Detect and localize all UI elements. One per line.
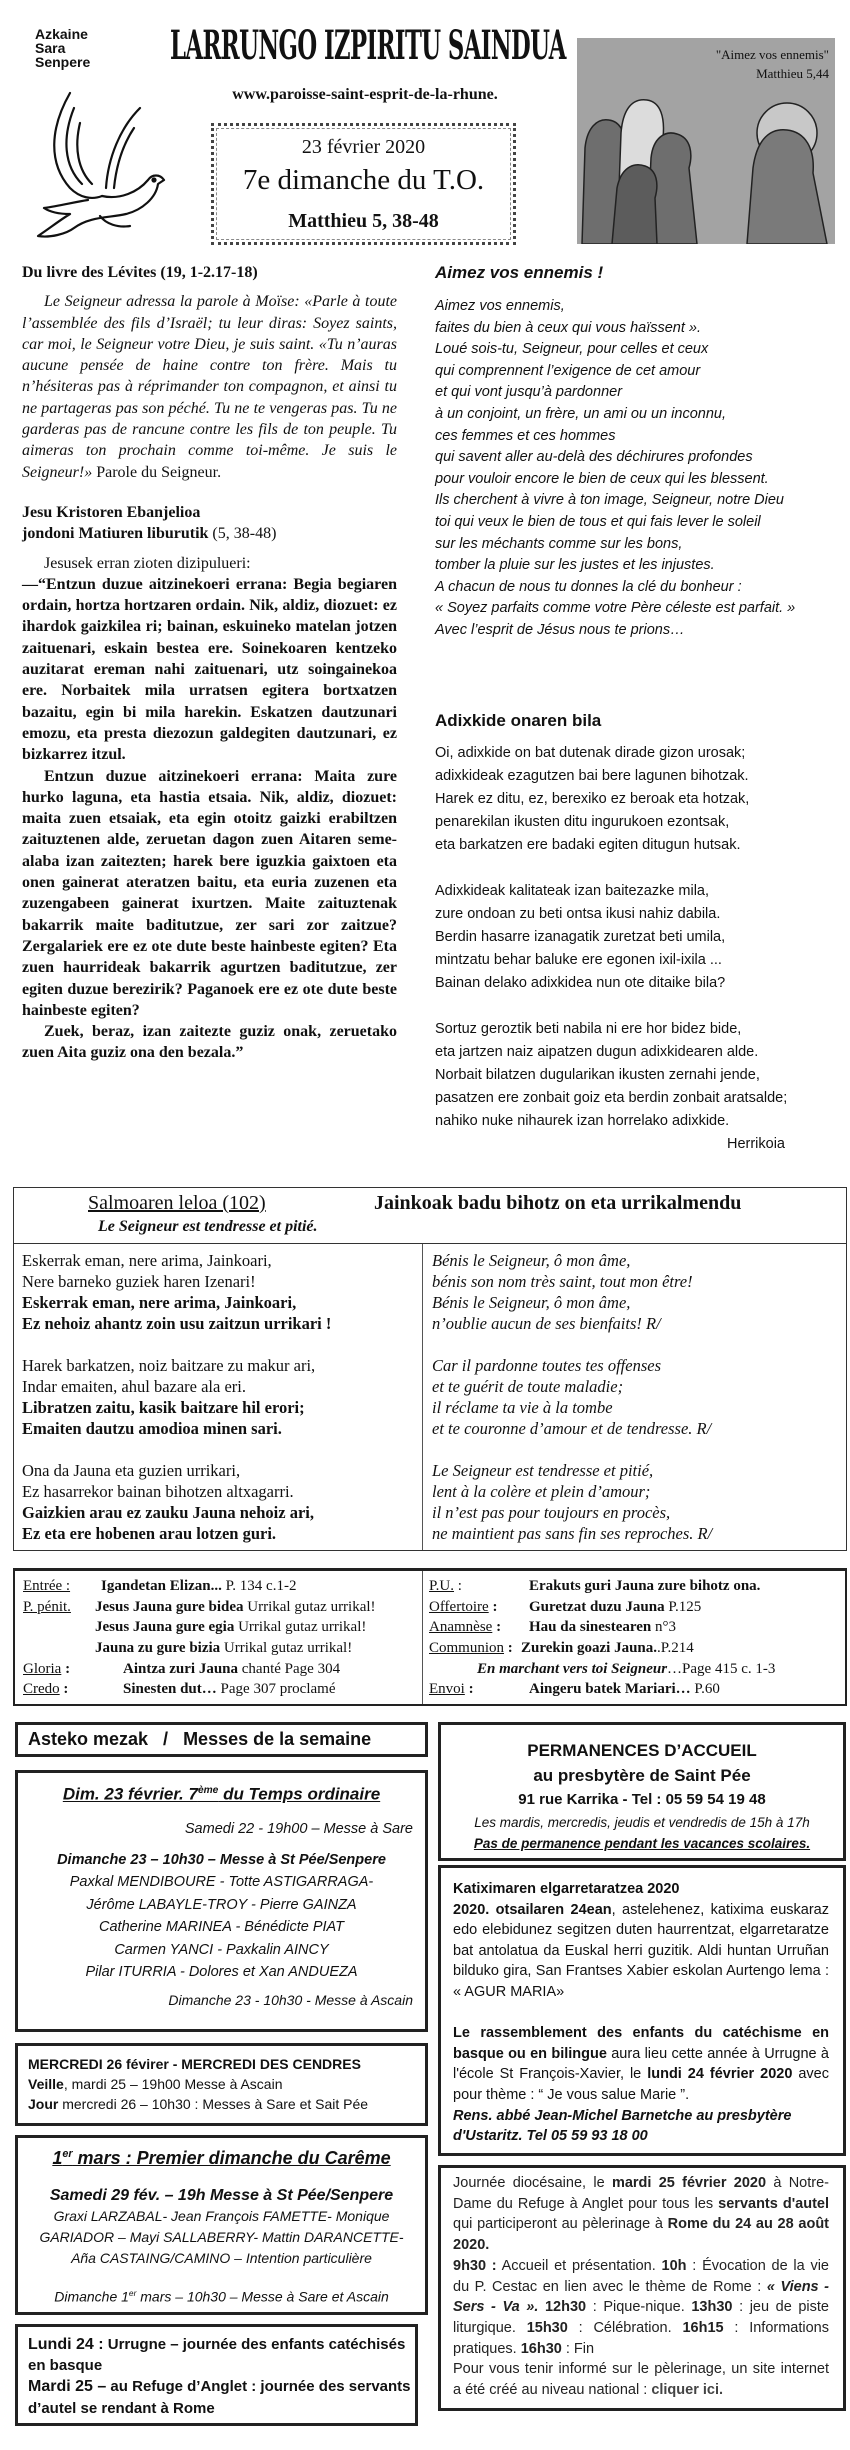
song-label-wrap <box>23 1576 70 1597</box>
song-title <box>529 1679 720 1700</box>
gospel-paragraph: Entzun duzue aitzinekoeri errana: Maita zure hurko laguna, eta hastia etsaia. Nik, aldiz, diozuet: maita zuen etsaiak, eta egin otoitz gaizki erabiltzen zaituztenen alde, zeruetan dagon zuen Aitaren seme-alaba izan zaitezten; harek bere iguzkia gaixtoen eta onen gainerat ateratzen baitu, eta euria zuzenen eta zuzengabeen gainerat ixurtzen. Maite zaituztenak bakarrik maite baditutzue, zer sari zor zaitzue? Zergalariek ere ez ote dute beste hainbeste egiten? Eta zuen haurrideak bakarrik agurtzen baditutzue, zer egiten duzue berezirik? Paganoek ere ez ote dute beste hainbeste egiten? <box>22 767 397 1019</box>
text-line: zure ondoan zu beti ontsa ikusi nahiz dabila. <box>435 906 721 922</box>
text-line: GARIADOR – Mayi SALLABERRY- Mattin DARANCETTE- <box>39 2229 404 2245</box>
text-line: Jérôme LABAYLE-TROY - Pierre GAINZA <box>86 1896 357 1913</box>
text-line: pour vouloir encore le bien de ceux qui les blessent. <box>435 470 769 487</box>
text-line: pasatzen ere zonbait goiz eta berdin zonbait aratsalde; <box>435 1090 788 1106</box>
psalm-table <box>13 1187 847 1551</box>
mass-intentions <box>18 1871 425 1984</box>
song-label-wrap <box>429 1638 513 1659</box>
song-title <box>529 1617 676 1638</box>
saturday-mass: Samedi 29 fév. – 19h Messe à St Pée/Senpere <box>49 2187 394 2204</box>
text-segment: , astelehenez, katixima euskaraz edo elebidunez segitzen duten haurrentzat, elgarretaratze bat antolatua da Euskal herri guzitik. Aldi huntan Urruñan bilduko gira, San Frantses Xabier eskolan Aurtengo lema : « AGUR MARIA» <box>453 1901 829 2000</box>
text-line: Pilar ITURRIA - Dolores et Xan ANDUEZA <box>85 1964 358 1981</box>
bulletin-date: 23 février 2020 <box>301 136 426 158</box>
song-row <box>23 1638 418 1659</box>
text-segment: : Informations pratiques. <box>453 2319 830 2357</box>
box-title <box>18 1780 425 1806</box>
text-line: Le Seigneur est tendresse et pitié, <box>432 1461 654 1480</box>
catechism-box <box>438 1865 846 2156</box>
catechism-basque <box>453 1900 829 2003</box>
text-segment: Indar emaiten, ahul bazare ala eri. <box>22 1377 246 1396</box>
text-line <box>22 1376 331 1397</box>
permanences-address: 91 rue Karrika - Tel : 05 59 54 19 48 <box>518 1791 766 1808</box>
text-segment: Gaizkien arau ez zauku Jauna nehoiz ari, <box>22 1503 314 1522</box>
text-line <box>22 1397 331 1418</box>
text-segment: 15h30 <box>526 2319 568 2336</box>
text-line <box>22 1313 331 1334</box>
day-mass <box>28 2095 425 2115</box>
box-title <box>18 2143 425 2169</box>
text-segment: ème <box>197 1785 219 1796</box>
label-colon: : <box>504 1640 513 1657</box>
text-line: Bénis le Seigneur, ô mon âme, <box>432 1251 631 1270</box>
psalm-stanza <box>432 1460 712 1544</box>
journee-intro <box>453 2173 829 2256</box>
label-colon: : <box>59 1681 69 1698</box>
song-row <box>23 1576 418 1597</box>
song-label: Offertoire <box>429 1598 489 1615</box>
song-title <box>529 1597 701 1618</box>
song-label: Communion <box>429 1640 505 1657</box>
text-segment: mardi 25 février 2020 <box>611 2175 767 2191</box>
text-line: qui savent aller au-delà des déchirures profondes <box>435 449 753 466</box>
song-label-wrap <box>429 1679 474 1700</box>
text-segment: Veille <box>28 2075 64 2092</box>
text-segment: (5, 38-48) <box>208 525 277 543</box>
text-line: Norbait bilatzen dugularikan ikusten zernahi jende, <box>435 1067 760 1083</box>
text-segment: er <box>62 2148 73 2160</box>
text-line: ne maintient pas sans fin ses reproches. R/ <box>432 1524 713 1543</box>
text-segment: er <box>128 2288 137 2298</box>
parish-towns <box>35 27 90 69</box>
song-row <box>429 1576 839 1597</box>
journee-info <box>453 2359 829 2400</box>
journee-schedule <box>453 2256 829 2360</box>
poem-title: Adixkide onaren bila <box>435 711 602 730</box>
song-row <box>429 1597 839 1618</box>
text-line: il réclame ta vie à la tombe <box>432 1398 613 1417</box>
gospel-paragraph: —“Entzun duzue aitzinekoeri errana: Begia begiaren ordain, hortza hortzaren ordain. Nik, aldiz, diozuet: ez ihardok gaizkilea ri; bainan, eskuineko matelan jotzen zaituenari, eskain bestea ere. Soinekoaren kentzeko auzitarat ereman nahi zaituenari, utz soingainekoa ere. Norbaitek mila urratsen egitera bortxatzen bazaitu, egin bi mila harekin. Eskatzen dautzunari emozu, eta presta diezozun galdegiten dautzunari, ez bizkarrez itzul. <box>22 575 397 764</box>
gospel-paragraph: Zuek, beraz, izan zaitezte guziz onak, zeruetako zuen Aita guziz ona den bezala.” <box>22 1023 397 1062</box>
psalm-basque-column <box>22 1250 331 1565</box>
song-title <box>95 1617 366 1638</box>
text-line: lent à la colère et plein d’amour; <box>432 1482 651 1501</box>
text-segment: Journée diocésaine, le <box>453 2175 612 2191</box>
text-line <box>22 1523 331 1544</box>
text-segment: qui participeront au pèlerinage à <box>453 2216 668 2233</box>
song-row <box>23 1679 418 1700</box>
illustration-caption: "Aimez vos ennemis" <box>715 47 829 62</box>
town-name: Sara <box>35 40 66 56</box>
text-segment: lundi 24 février 2020 <box>647 2066 793 2083</box>
text-segment: , mardi 25 – 19h00 Messe à Ascain <box>63 2075 283 2092</box>
text-segment: : Fin <box>561 2340 595 2357</box>
text-segment: …Page 415 c. 1-3 <box>667 1660 776 1677</box>
sunday-23-box <box>15 1770 428 2032</box>
text-segment: Guretzat duzu Jauna <box>529 1598 665 1615</box>
text-line: eta jartzen naiz aipatzen dugun adixkidearen alde. <box>435 1044 759 1060</box>
song-title <box>521 1638 694 1659</box>
song-row <box>429 1638 839 1659</box>
text-segment: Harek barkatzen, noiz baitzare zu makur ari, <box>22 1356 316 1375</box>
text-segment: jondoni Matiuren liburutik <box>22 525 209 543</box>
text-segment: Rome du 24 au 28 août 2020. <box>453 2216 829 2254</box>
text-line: qui comprennent l’exigence de cet amour <box>435 362 701 379</box>
text-segment: Urrikal gutaz urrikal! <box>220 1640 353 1657</box>
text-segment: Mardi 25 – <box>28 2378 107 2396</box>
saturday-mass: Samedi 22 - 19h00 – Messe à Sare <box>184 1820 413 1837</box>
column-divider <box>422 1571 423 1704</box>
song-label-wrap <box>429 1617 501 1638</box>
label-colon: : <box>464 1681 474 1698</box>
text-segment: Ez hasarrekor bainan bihotzen altxagarri. <box>22 1482 294 1501</box>
text-line: Bainan delako adixkidea nun ote ditaike bila? <box>435 975 726 991</box>
psalm-french-column <box>432 1250 712 1565</box>
text-line: eta barkatzen ere badaki egiten ditugun hutsak. <box>435 837 741 853</box>
text-segment: n°3 <box>651 1619 676 1636</box>
permanences-place: au presbytère de Saint Pée <box>533 1766 751 1785</box>
gospel-intro: Jesusek erran zioten dizipulueri: <box>44 554 251 572</box>
text-line <box>22 1292 331 1313</box>
text-line <box>22 1502 331 1523</box>
text-segment: Page 307 proclamé <box>216 1681 336 1698</box>
psalm-stanza <box>22 1355 331 1439</box>
text-line: Graxi LARZABAL- Jean François FAMETTE- Monique <box>53 2208 390 2224</box>
text-segment: Aintza zuri Jauna <box>123 1660 239 1677</box>
text-segment: avec pour thème : “ Je vous salue Marie ”. <box>453 2066 829 2103</box>
text-line: Oi, adixkide on bat dutenak dirade gizon urosak; <box>435 745 746 761</box>
text-segment: Erakuts guri Jauna zure bihotz ona. <box>529 1578 761 1594</box>
text-line: bénis son nom très saint, tout mon être! <box>432 1272 693 1291</box>
song-label-wrap <box>23 1597 71 1618</box>
text-segment: 9h30 : <box>453 2257 497 2274</box>
text-segment: mercredi 26 – 10h30 : Messes à Sare et Sait Pée <box>58 2095 369 2112</box>
text-line: Car il pardonne toutes tes offenses <box>432 1356 662 1375</box>
text-line: tomber la pluie sur les justes et les injustes. <box>435 557 715 574</box>
gospel-reference: Matthieu 5, 38-48 <box>288 210 439 232</box>
text-line <box>22 1271 331 1292</box>
text-segment: Jour <box>28 2095 59 2112</box>
text-line: Loué sois-tu, Seigneur, pour celles et ceux <box>435 341 709 358</box>
event-item <box>28 2334 415 2377</box>
poem-stanza <box>435 742 847 857</box>
text-segment: P. 134 c.1-2 <box>221 1578 297 1594</box>
text-segment: : Célébration. <box>567 2319 683 2336</box>
text-segment: Urrugne – journée des enfants catéchisés en basque <box>28 2335 406 2374</box>
song-title <box>529 1576 760 1597</box>
masses-header: Asteko mezak / Messes de la semaine <box>15 1722 428 1757</box>
mass-intentions <box>18 2206 425 2269</box>
text-segment: 12h30 <box>544 2299 587 2316</box>
text-segment: .P.214 <box>657 1640 694 1657</box>
pilgrimage-link[interactable]: cliquer ici. <box>651 2382 724 2399</box>
text-line: Bénis le Seigneur, ô mon âme, <box>432 1293 631 1312</box>
poem-stanza <box>435 1018 847 1133</box>
text-segment: servants d'autel <box>718 2195 830 2212</box>
poem-adixkide <box>435 710 847 1156</box>
text-line: et qui vont jusqu’à pardonner <box>435 384 623 401</box>
text-segment: 2020. otsailaren 24ean <box>453 1901 612 1918</box>
song-title <box>95 1638 352 1659</box>
text-line: « Soyez parfaits comme votre Père céleste est parfait. » <box>435 600 796 617</box>
gospel-heading-line2 <box>22 523 397 544</box>
readings-column <box>22 262 397 1064</box>
text-segment: 16h15 <box>682 2319 724 2336</box>
text-segment: P.125 <box>664 1598 702 1615</box>
text-line: nahiko nuke nihaurek izan horrelako adixkide. <box>435 1113 730 1129</box>
first-reading-heading: Du livre des Lévites (19, 1-2.17-18) <box>22 264 258 281</box>
text-line: toi qui veux le bien de tous et qui fais lever le soleil <box>435 513 761 530</box>
song-label-wrap <box>23 1679 68 1700</box>
song-title <box>123 1679 336 1700</box>
psalm-header <box>14 1188 846 1244</box>
text-line: et te couronne d’amour et de tendresse. R/ <box>432 1419 712 1438</box>
text-line: Aña CASTAING/CAMINO – Intention particulière <box>71 2250 372 2266</box>
text-segment: Hau da sinestearen <box>529 1619 652 1636</box>
text-line: ces femmes et ces hommes <box>435 427 616 444</box>
date-box <box>211 123 516 245</box>
text-line: penarekilan ikusten ditu ingurukoen ezontsak, <box>435 814 730 830</box>
ascain-mass: Dimanche 23 - 10h30 - Messe à Ascain <box>168 1991 413 2008</box>
text-segment: 13h30 <box>691 2299 733 2316</box>
text-line: Carmen YANCI - Paxkalin AINCY <box>114 1941 329 1958</box>
text-line <box>22 1481 331 1502</box>
text-line: et te guérit de toute maladie; <box>432 1377 624 1396</box>
sunday-mass <box>18 2283 425 2308</box>
text-segment: Le rassemblement des enfants du catéchisme en basque ou en bilingue <box>453 2025 829 2062</box>
text-segment: Jesus Jauna gure bidea <box>95 1598 244 1615</box>
catechism-contact: Rens. abbé Jean-Michel Barnetche au presbytère d'Ustaritz. Tel 05 59 93 18 00 <box>453 2107 792 2145</box>
text-segment: Aingeru batek Mariari… <box>529 1681 691 1698</box>
song-title <box>95 1597 376 1618</box>
text-line: Berdin hasarre izanagatik zuretzat beti umila, <box>435 929 726 945</box>
masses-column <box>15 1722 428 2426</box>
poem-lines <box>435 296 845 642</box>
liturgical-sunday: 7e dimanche du T.O. <box>242 164 485 196</box>
text-segment <box>538 2299 545 2315</box>
text-segment: P.60 <box>690 1681 720 1698</box>
text-segment: 1 <box>52 2148 63 2168</box>
text-segment: Libratzen zaitu, kasik baitzare hil erori; <box>22 1398 305 1417</box>
box-title: MERCREDI 26 févirer - MERCREDI DES CENDRES <box>28 2056 361 2072</box>
text-segment: : jeu de piste liturgique. <box>453 2299 829 2336</box>
song-title <box>477 1659 775 1680</box>
text-segment: Accueil et présentation. <box>496 2257 662 2274</box>
poem-stanza <box>435 880 847 995</box>
text-segment: Dim. 23 février. 7 <box>62 1784 198 1804</box>
song-row <box>23 1597 418 1618</box>
gospel-heading-line1: Jesu Kristoren Ebanjelioa <box>22 503 201 521</box>
text-segment: du Temps ordinaire <box>218 1784 381 1804</box>
journee-info-text: Pour vous tenir informé sur le pèlerinage, un site internet a été créé au niveau national : <box>453 2361 829 2399</box>
text-line: Ils cherchent à vivre à ton image, Seigneur, notre Dieu <box>435 492 784 509</box>
psalm-stanza <box>432 1250 712 1334</box>
text-line: faites du bien à ceux qui vous haïssent ». <box>435 319 702 336</box>
text-line: Catherine MARINEA - Bénédicte PIAT <box>99 1919 344 1936</box>
bulletin-title-text: LARRUNGO IZPIRITU SAINDUA <box>170 22 566 69</box>
permanences-box <box>438 1722 846 1861</box>
text-line: A chacun de nous tu donnes la clé du bonheur : <box>435 578 742 595</box>
altar-servers-box <box>438 2165 846 2411</box>
text-segment: Le Seigneur adressa la parole à Moïse: «Parle à toute l’assemblée des fils d’Israël; tu leur diras: Soyez saints, car moi, le Seigneur votre Dieu, je suis saint. «Tu n’auras aucune pensée de haine contre ton frère. Mais tu n’hésiteras pas à réprimander ton compagnon, et ainsi tu ne partageras pas son péché. Tu ne te vengeras pas. Tu ne garderas pas de rancune contre les fils de ton peuple. Tu aimeras ton prochain comme toi-même. Je suis le Seigneur!» <box>22 293 397 481</box>
song-label-wrap <box>429 1576 462 1597</box>
text-segment: Urrikal gutaz urrikal! <box>234 1619 367 1636</box>
illustration-reference: Matthieu 5,44 <box>756 66 829 81</box>
text-line: n’oublie aucun de ses bienfaits! R/ <box>432 1314 661 1333</box>
text-segment: à Notre-Dame du Refuge à Anglet pour tous les <box>453 2175 829 2212</box>
psalm-stanza <box>432 1355 712 1439</box>
label-colon: : <box>454 1578 462 1594</box>
text-segment: mars – 10h30 – Messe à Sare et Ascain <box>136 2288 389 2305</box>
songs-table <box>13 1568 847 1706</box>
song-label: P.U. <box>429 1578 455 1594</box>
songs-left <box>23 1576 418 1700</box>
song-label: Anamnèse <box>429 1619 493 1636</box>
text-segment: Jesus Jauna gure egia <box>95 1619 235 1636</box>
dove-icon <box>30 88 170 243</box>
gospel-illustration <box>577 38 835 244</box>
text-segment: chanté Page 304 <box>238 1660 341 1677</box>
song-label: Gloria <box>23 1660 62 1677</box>
song-row <box>429 1659 839 1680</box>
song-label: Credo <box>23 1681 60 1698</box>
song-label: Envoi <box>429 1681 465 1698</box>
text-segment: Jauna zu gure bizia <box>95 1640 221 1657</box>
text-segment: Ez nehoiz ahantz zoin usu zaitzun urrikari ! <box>22 1314 332 1333</box>
song-row <box>429 1617 839 1638</box>
poem-author: Herrikoia <box>726 1136 785 1152</box>
label-colon: : <box>61 1660 71 1677</box>
eve-mass <box>28 2075 425 2095</box>
text-line <box>22 1418 331 1439</box>
text-line <box>22 1460 331 1481</box>
text-segment: 16h30 <box>520 2340 562 2357</box>
text-segment: mars : Premier dimanche du Carême <box>72 2148 391 2168</box>
song-label: Entrée : <box>23 1578 71 1594</box>
permanences-title: PERMANENCES D’ACCUEIL <box>527 1741 757 1760</box>
psalm-label: Salmoaren leloa (102) <box>88 1192 266 1214</box>
text-line: il n’est pas pour toujours en procès, <box>432 1503 671 1522</box>
text-segment: 10h <box>661 2257 687 2274</box>
poem-aimez <box>435 262 845 642</box>
ash-wednesday-box <box>15 2043 428 2126</box>
text-line: Paxkal MENDIBOURE - Totte ASTIGARRAGA- <box>69 1874 374 1891</box>
column-divider <box>422 1244 423 1550</box>
lent-sunday-box <box>15 2135 428 2315</box>
song-label-wrap <box>23 1659 70 1680</box>
first-reading-text <box>22 291 397 483</box>
catechism-french <box>453 2023 829 2105</box>
psalm-refrain-basque: Jainkoak badu bihotz on eta urrikalmendu <box>374 1192 742 1214</box>
text-segment: Ona da Jauna eta guzien urrikari, <box>22 1461 241 1480</box>
text-segment: En marchant vers toi Seigneur <box>477 1660 668 1677</box>
text-segment: : Évocation de la vie du P. Cestac en lien avec le thème de Rome : <box>453 2257 829 2295</box>
text-segment: Ez eta ere hobenen arau lotzen guri. <box>22 1524 277 1543</box>
text-segment: Lundi 24 : <box>28 2335 104 2353</box>
label-colon: : <box>492 1619 502 1636</box>
text-line: sur les méchants comme sur les bons, <box>435 535 683 552</box>
bulletin-title <box>170 22 570 69</box>
song-row <box>23 1617 418 1638</box>
gospel-heading <box>22 502 397 545</box>
song-row <box>23 1659 418 1680</box>
text-line: adixkideak ezagutzen bai bere lagunen bihotzak. <box>435 768 749 784</box>
text-segment: Emaiten dautzu amodioa minen sari. <box>22 1419 282 1438</box>
text-line: Harek ez ditu, ez, berexiko ez beroak eta hotzak, <box>435 791 750 807</box>
text-segment: Nere barneko guziek haren Izenari! <box>22 1272 256 1291</box>
text-segment: Parole du Seigneur. <box>92 463 222 481</box>
sunday-main-mass: Dimanche 23 – 10h30 – Messe à St Pée/Senpere <box>57 1851 386 1868</box>
label-colon: : <box>488 1598 498 1615</box>
text-line: Adixkideak kalitateak izan baitezazke mila, <box>435 883 710 899</box>
events-box <box>15 2324 418 2426</box>
permanences-hours: Les mardis, mercredis, jeudis et vendredis de 15h à 17h <box>474 1815 810 1830</box>
song-title <box>101 1576 296 1597</box>
town-name: Azkaine <box>35 26 88 42</box>
poem-title: Aimez vos ennemis ! <box>435 263 604 282</box>
permanences-note: Pas de permanence pendant les vacances scolaires. <box>473 1836 811 1851</box>
text-line: Sortuz geroztik beti nabila ni ere hor bidez bide, <box>435 1021 742 1037</box>
text-segment: aura lieu cette année à Urrugne à l'école St François-Xavier, le <box>453 2045 829 2083</box>
psalm-refrain-french: Le Seigneur est tendresse et pitié. <box>98 1218 318 1235</box>
text-segment: Sinesten dut… <box>123 1681 217 1698</box>
text-segment: Eskerrak eman, nere arima, Jainkoari, <box>22 1251 272 1270</box>
text-segment: Dimanche 1 <box>54 2288 129 2305</box>
song-label-wrap <box>429 1597 497 1618</box>
text-line <box>22 1250 331 1271</box>
text-segment: Eskerrak eman, nere arima, Jainkoari, <box>22 1293 297 1312</box>
song-label: P. pénit. <box>23 1598 71 1615</box>
text-segment: « Viens - Sers - Va ». <box>453 2278 829 2316</box>
song-row <box>429 1679 839 1700</box>
town-name: Senpere <box>35 54 91 70</box>
text-segment: Urrikal gutaz urrikal! <box>243 1598 376 1615</box>
text-line: Aimez vos ennemis, <box>435 298 565 314</box>
notices-column <box>438 1722 846 2411</box>
text-segment: au Refuge d’Anglet : journée des servants d’autel se rendant à Rome <box>28 2378 411 2417</box>
text-segment: Zurekin goazi Jauna. <box>521 1640 658 1657</box>
parish-website[interactable]: www.paroisse-saint-esprit-de-la-rhune. <box>232 86 498 103</box>
psalm-stanza <box>22 1460 331 1544</box>
psalm-stanza <box>22 1250 331 1334</box>
text-line: Avec l’esprit de Jésus nous te prions… <box>435 621 685 638</box>
text-segment: Igandetan Elizan... <box>101 1578 222 1594</box>
song-title <box>123 1659 340 1680</box>
songs-right <box>429 1576 839 1700</box>
event-item <box>28 2376 415 2419</box>
text-segment: : Pique-nique. <box>586 2299 692 2316</box>
text-line: mintzatu behar baluke ere egonen ixil-ixila ... <box>435 952 722 968</box>
text-line <box>22 1355 331 1376</box>
text-line: à un conjoint, un frère, un ami ou un inconnu, <box>435 405 726 422</box>
catechism-title: Katiximaren elgarretaratzea 2020 <box>453 1881 680 1897</box>
